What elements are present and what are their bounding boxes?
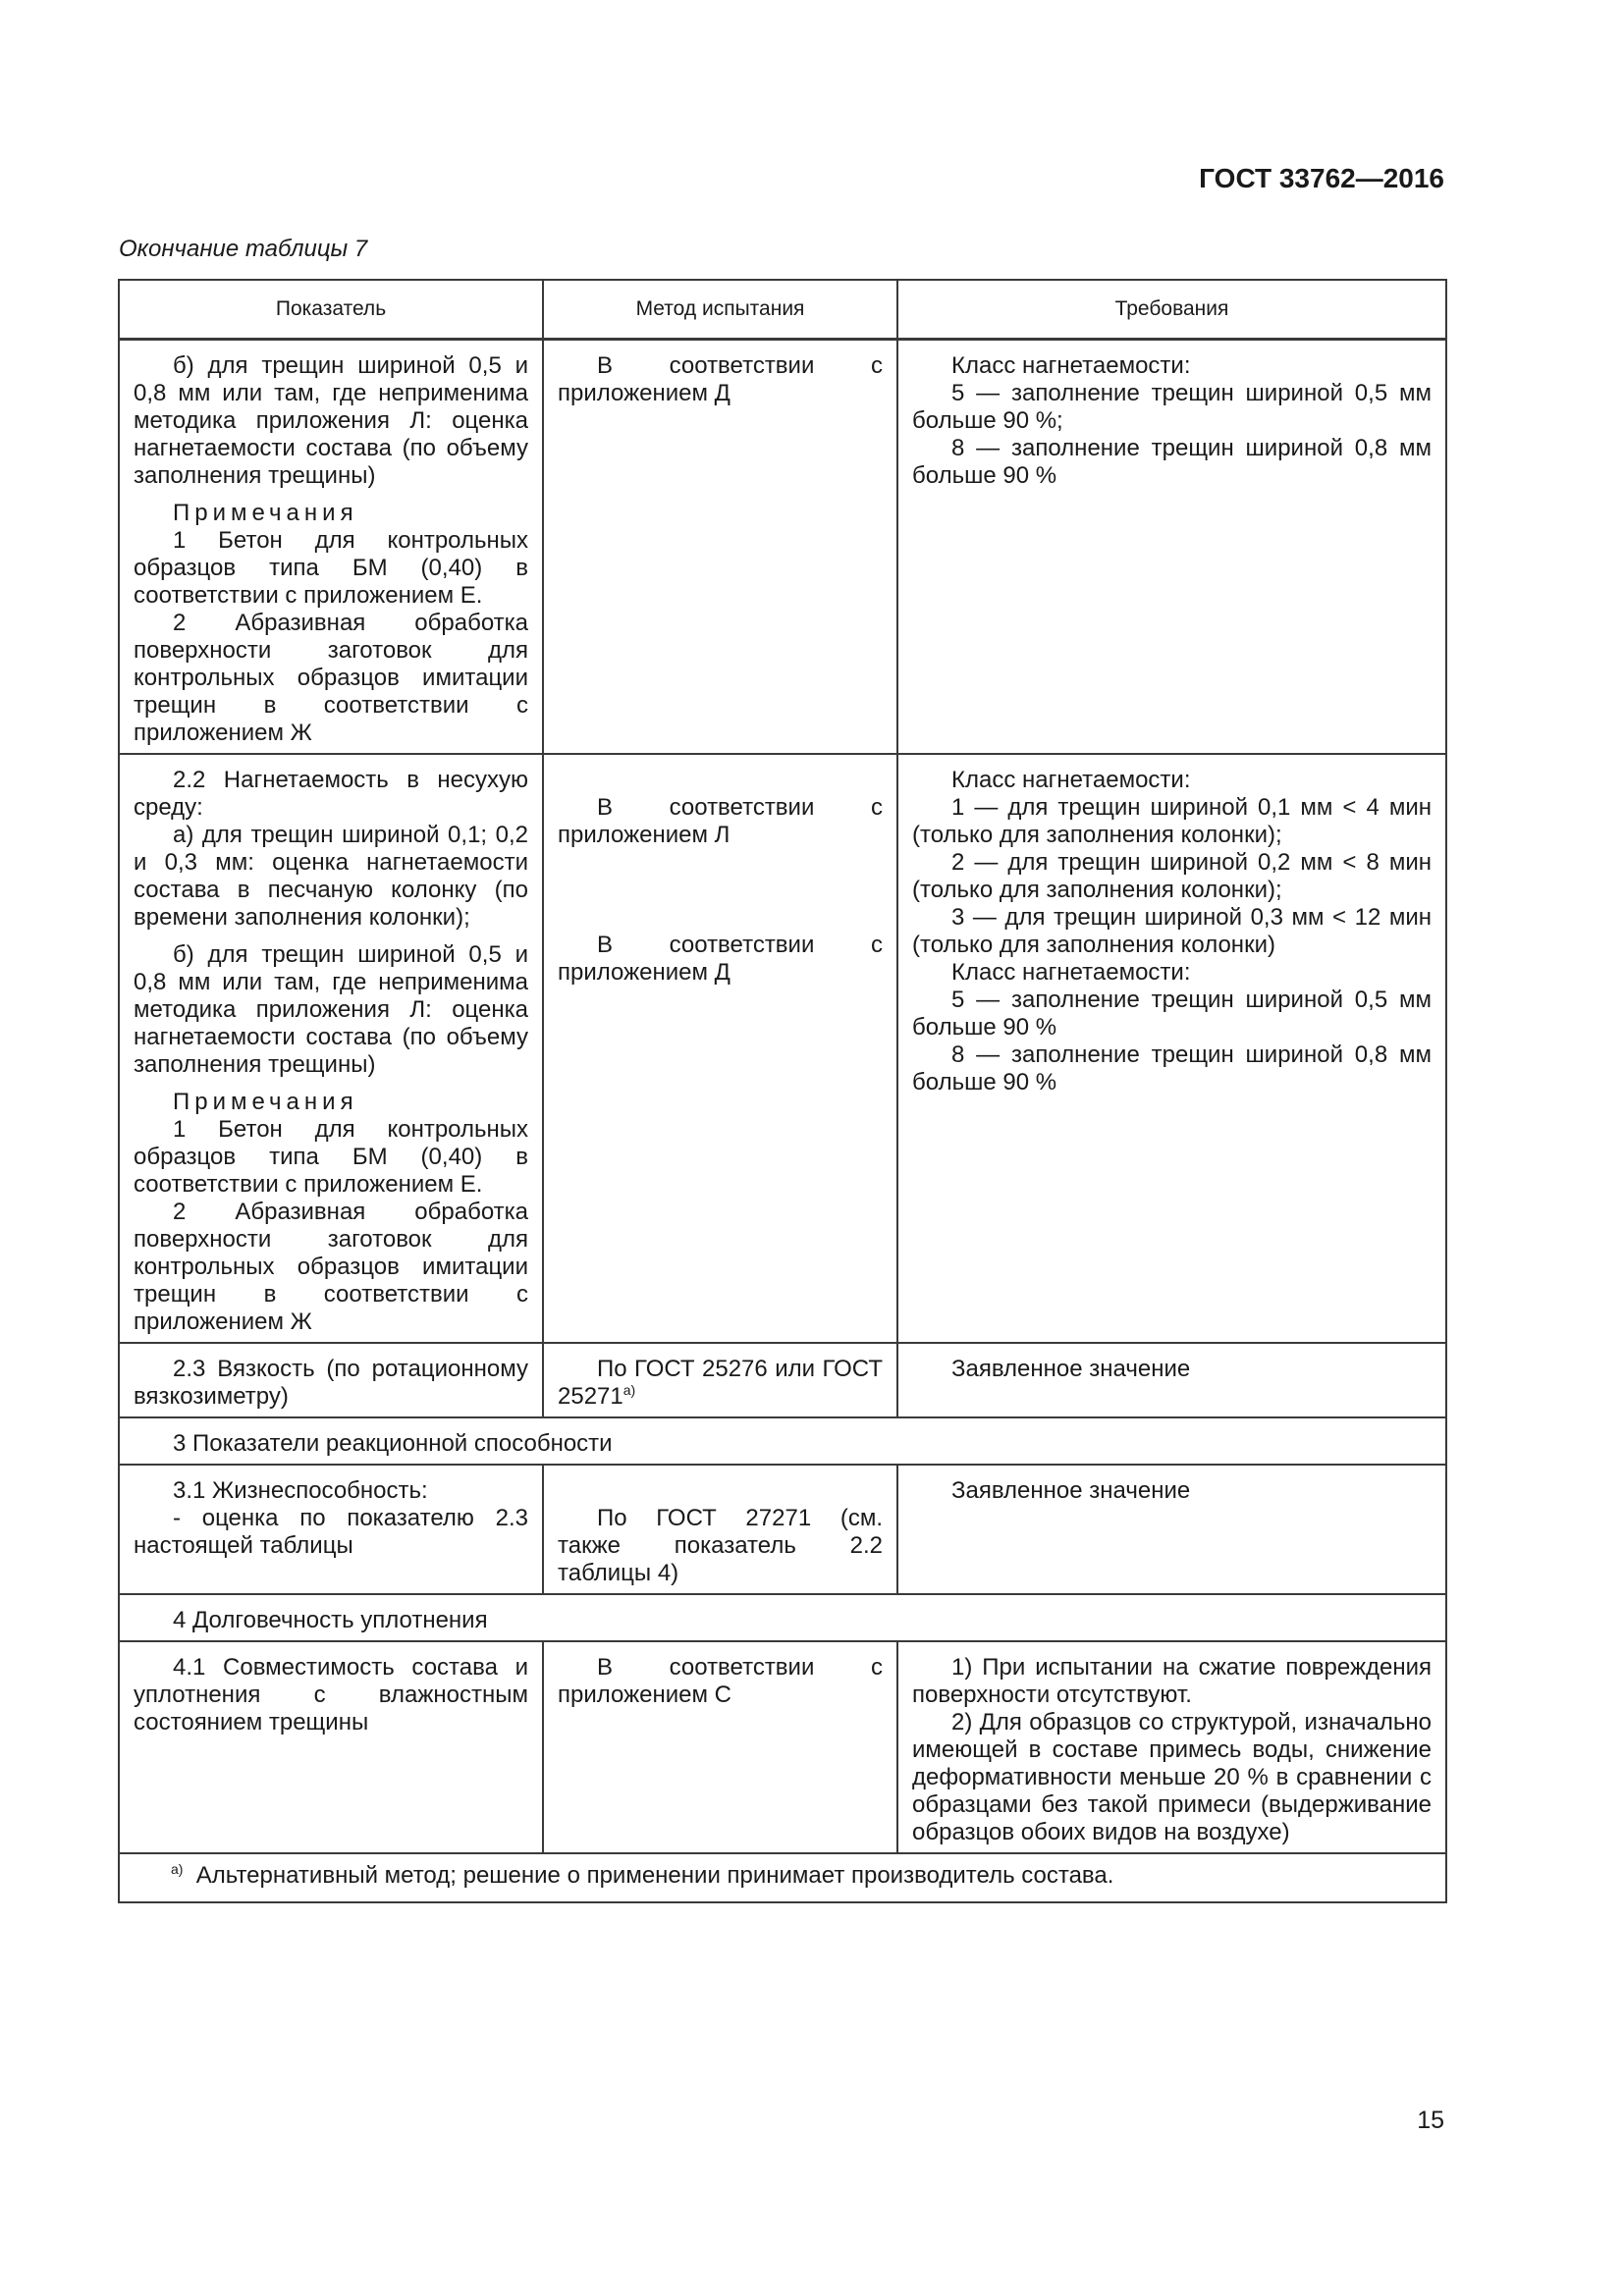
- method-cell: [543, 754, 897, 1343]
- table-header-row: [119, 280, 1446, 340]
- requirement-text: 3 — для трещин шириной 0,3 мм < 12 мин (только для заполнения колонки): [912, 904, 1432, 958]
- method-text: В соответствии с приложением Д: [558, 932, 883, 986]
- indicator-cell: [119, 340, 543, 755]
- requirement-text: Класс нагнетаемости:: [951, 959, 1191, 986]
- requirement-text: 8 — заполнение трещин шириной 0,8 мм больше 90 %: [912, 1041, 1432, 1095]
- table-row: [119, 1343, 1446, 1417]
- footnote-text: Альтернативный метод; решение о применении принимает производитель состава.: [195, 1862, 1114, 1889]
- method-text: По ГОСТ 27271 (см. также показатель 2.2 таблицы 4): [558, 1505, 883, 1586]
- requirement-text: 2) Для образцов со структурой, изначально имеющей в составе примесь воды, снижение деформативности меньше 20 % в сравнении с образцами без такой примеси (выдерживание образцов обоих видов на воздухе): [912, 1709, 1432, 1845]
- note-text: 2 Абразивная обработка поверхности заготовок для контрольных образцов имитации трещин в соответствии с приложением Ж: [134, 1199, 528, 1335]
- section-heading: 3 Показатели реакционной способности: [119, 1417, 1446, 1465]
- note-text: 2 Абразивная обработка поверхности заготовок для контрольных образцов имитации трещин в соответствии с приложением Ж: [134, 610, 528, 746]
- requirement-text: Заявленное значение: [951, 1356, 1191, 1382]
- notes-title: Примечания: [173, 1089, 358, 1115]
- method-text: В соответствии с приложением Л: [558, 794, 883, 848]
- requirements-cell: [897, 1641, 1446, 1853]
- requirement-text: Класс нагнетаемости:: [951, 352, 1191, 379]
- indicator-cell: [119, 1641, 543, 1853]
- indicator-text: 4.1 Совместимость состава и уплотнения с влажностным состоянием трещины: [134, 1654, 528, 1735]
- requirement-text: 5 — заполнение трещин шириной 0,5 мм больше 90 %;: [912, 380, 1432, 434]
- requirement-text: 8 — заполнение трещин шириной 0,8 мм больше 90 %: [912, 435, 1432, 489]
- method-cell: [543, 1641, 897, 1853]
- note-text: 1 Бетон для контрольных образцов типа БМ (0,40) в соответствии с приложением Е.: [134, 527, 528, 609]
- requirements-table: [118, 279, 1447, 1903]
- requirement-text: Класс нагнетаемости:: [951, 767, 1191, 793]
- requirement-text: 2 — для трещин шириной 0,2 мм < 8 мин (только для заполнения колонки);: [912, 849, 1432, 903]
- method-text: В соответствии с приложением С: [558, 1654, 883, 1708]
- table-footnote: [119, 1853, 1446, 1902]
- table-row: [119, 754, 1446, 1343]
- indicator-title: 2.2 Нагнетаемость в несухую среду:: [134, 767, 528, 821]
- section-row: [119, 1594, 1446, 1641]
- requirement-text: 1) При испытании на сжатие повреждения поверхности отсутствуют.: [912, 1654, 1432, 1708]
- column-header-method: Метод испытания: [543, 280, 897, 340]
- indicator-text: а) для трещин шириной 0,1; 0,2 и 0,3 мм: оценка нагнетаемости состава в песчаную колонку (по времени заполнения колонки);: [134, 822, 528, 931]
- footnote-reference: а): [622, 1382, 636, 1398]
- indicator-text: б) для трещин шириной 0,5 и 0,8 мм или там, где неприменима методика приложения Л: оценка нагнетаемости состава (по объему заполнения трещины): [134, 941, 528, 1078]
- method-text: [558, 1356, 883, 1411]
- column-header-indicator: Показатель: [119, 280, 543, 340]
- table-row: [119, 1465, 1446, 1594]
- footnote-mark: а): [171, 1861, 184, 1877]
- method-cell: [543, 1465, 897, 1594]
- note-text: 1 Бетон для контрольных образцов типа БМ (0,40) в соответствии с приложением Е.: [134, 1116, 528, 1198]
- section-heading: 4 Долговечность уплотнения: [119, 1594, 1446, 1641]
- indicator-cell: [119, 754, 543, 1343]
- indicator-text: б) для трещин шириной 0,5 и 0,8 мм или там, где неприменима методика приложения Л: оценка нагнетаемости состава (по объему заполнения трещины): [134, 352, 528, 489]
- indicator-title: 3.1 Жизнеспособность:: [173, 1477, 428, 1504]
- indicator-cell: [119, 1343, 543, 1417]
- footnote-row: [119, 1853, 1446, 1902]
- notes-title: Примечания: [173, 500, 358, 526]
- document-id: ГОСТ 33762—2016: [1199, 163, 1444, 193]
- section-row: [119, 1417, 1446, 1465]
- table-row: [119, 340, 1446, 755]
- method-text-main: По ГОСТ 25276 или ГОСТ 25271: [558, 1356, 883, 1410]
- indicator-text: 2.3 Вязкость (по ротационному вязкозиметру): [134, 1356, 528, 1410]
- method-text: В соответствии с приложением Д: [558, 352, 883, 406]
- table-row: [119, 1641, 1446, 1853]
- method-cell: [543, 340, 897, 755]
- indicator-text: - оценка по показателю 2.3 настоящей таблицы: [134, 1505, 528, 1559]
- page-number: 15: [1417, 2107, 1444, 2134]
- table-caption: Окончание таблицы 7: [119, 236, 368, 262]
- requirement-text: 5 — заполнение трещин шириной 0,5 мм больше 90 %: [912, 987, 1432, 1041]
- requirement-text: Заявленное значение: [951, 1477, 1191, 1504]
- method-cell: [543, 1343, 897, 1417]
- requirements-cell: [897, 1465, 1446, 1594]
- requirements-cell: [897, 754, 1446, 1343]
- requirement-text: 1 — для трещин шириной 0,1 мм < 4 мин (только для заполнения колонки);: [912, 794, 1432, 848]
- column-header-requirements: Требования: [897, 280, 1446, 340]
- indicator-cell: [119, 1465, 543, 1594]
- requirements-cell: [897, 340, 1446, 755]
- requirements-cell: [897, 1343, 1446, 1417]
